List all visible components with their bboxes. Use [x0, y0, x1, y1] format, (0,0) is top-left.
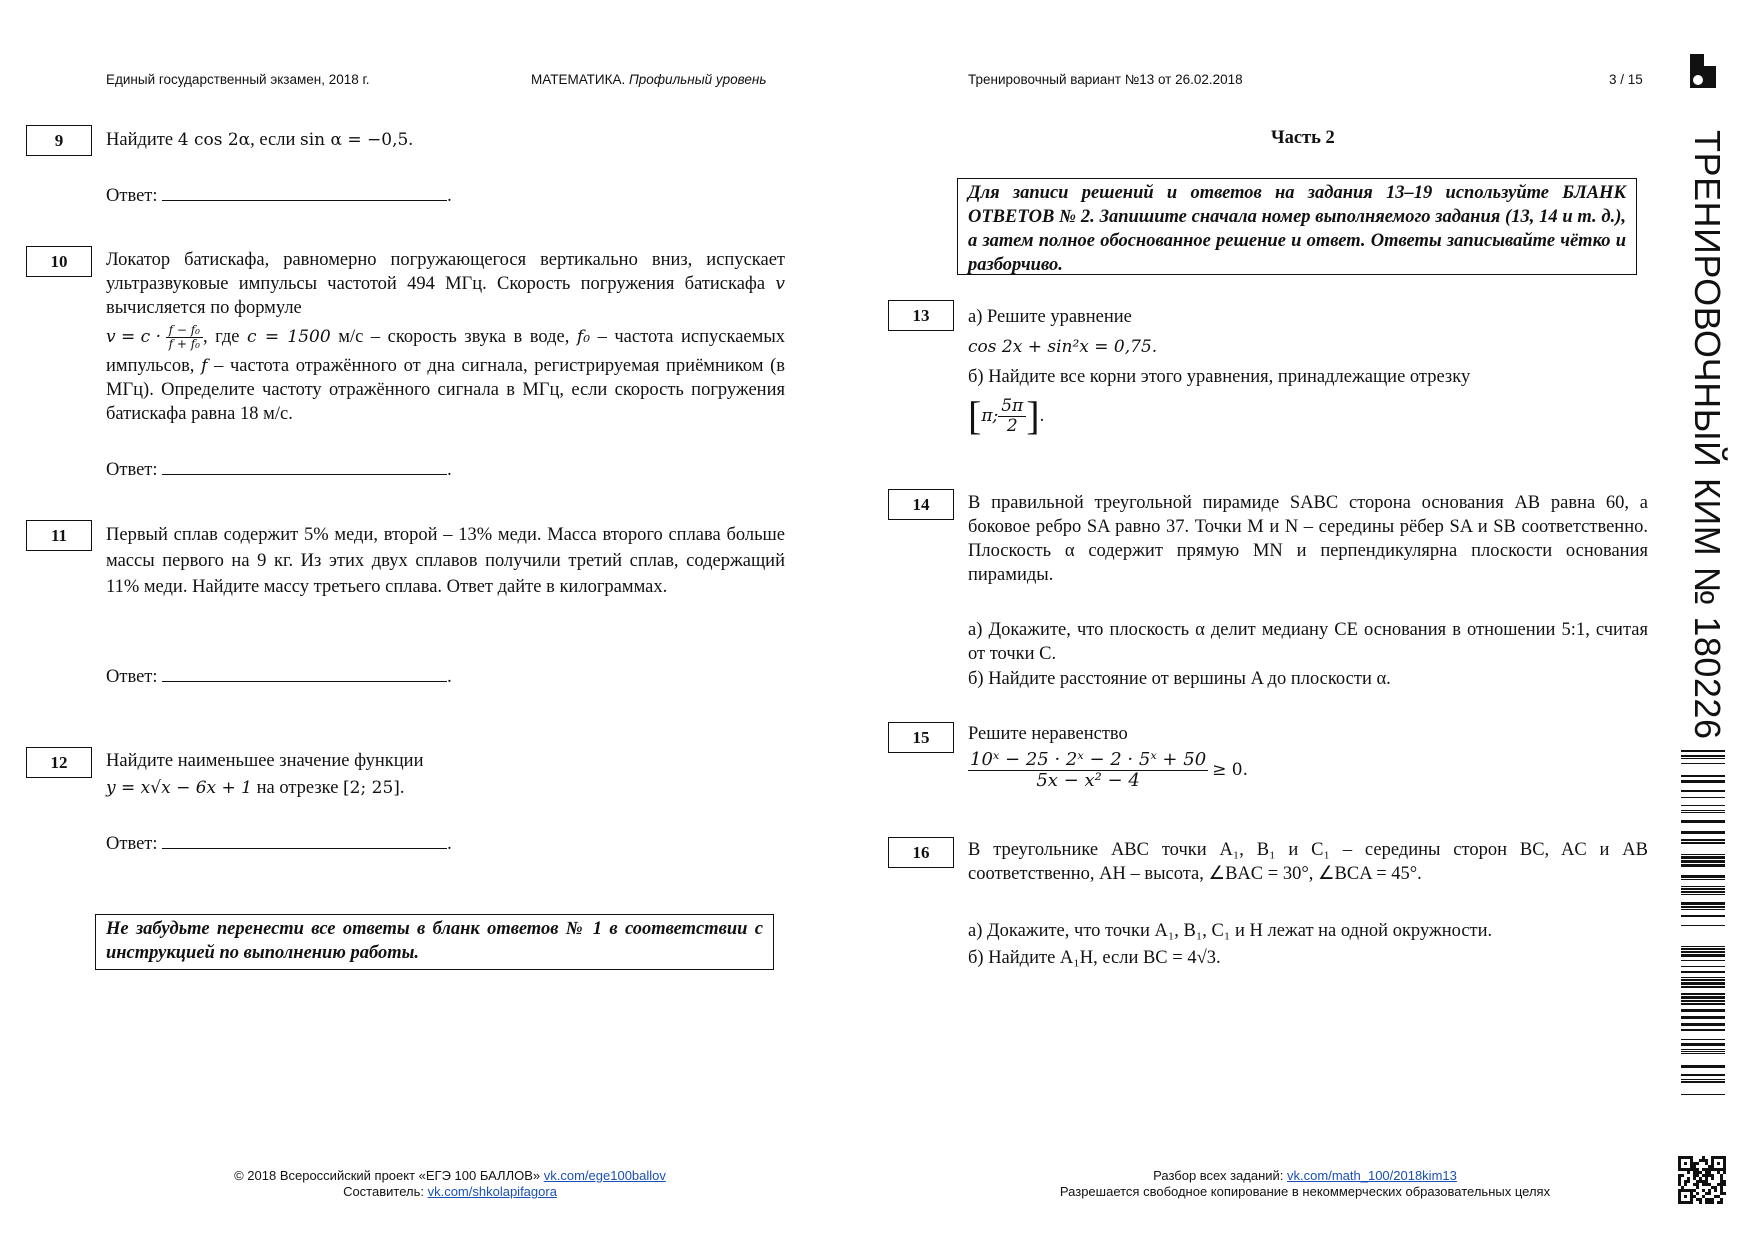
header-exam-title: Единый государственный экзамен, 2018 г.: [106, 72, 370, 87]
answer-blank-9[interactable]: [162, 182, 447, 201]
logo-icon: [1690, 54, 1716, 88]
task-12-text: Найдите наименьшее значение функции y = x√x − 6x + 1 на отрезке [2; 25].: [106, 751, 424, 798]
header-subject: [531, 72, 766, 87]
task-number-13: 13: [888, 300, 954, 331]
task-15-inequality: $\frac{\text{10ˣ − 25 · 2ˣ − 2 · 5ˣ + 50}}{\text{5x − x² − 4}}$ ≥ 0.: [970, 749, 1249, 791]
task-13-text: а) Решите уравнение cos 2x + sin²x = 0,75. б) Найдите все корни этого уравнения, принадлежащие отрезку [ π; $\frac{5\pi}{2}$ ] .: [968, 307, 1471, 438]
answer-blank-12[interactable]: [162, 830, 447, 849]
part2-title: Часть 2: [1271, 128, 1335, 148]
task-16-part-b: б) Найдите A₁H, если BC = 4√3.: [968, 948, 1221, 968]
answer-blank-11[interactable]: [162, 663, 447, 682]
task-10-answer: Ответ: .: [106, 456, 452, 482]
side-label: ТРЕНИРОВОЧНЫЙ КИМ № 180226: [1687, 130, 1728, 740]
reminder-box: Не забудьте перенести все ответы в бланк ответов № 1 в соответствии с инструкцией по выполнению работы.: [95, 914, 774, 970]
task-14-part-b: б) Найдите расстояние от вершины A до плоскости α.: [968, 669, 1391, 689]
footer-link-ege100[interactable]: vk.com/ege100ballov: [543, 1168, 666, 1183]
qr-code-image: [1678, 1156, 1726, 1204]
task-number-9: 9: [26, 125, 92, 156]
task-number-15: 15: [888, 722, 954, 753]
task-11-answer: Ответ: .: [106, 663, 452, 689]
task-10-text: Локатор батискафа, равномерно погружающегося вертикально вниз, испускает ультразвуковые импульсы частотой 494 МГц. Скорость погружения батискафа v вычисляется по формуле v = c · $\frac{\text{f − f₀}}{\text{f + f₀}}$ , где c = 1500 м/с – скорость звука в воде, f₀ – частота испускаемых импульсов, f – частота отражённого от дна сигнала, регистрируемая приёмником (в МГц). Определите частоту отражённого сигнала в МГц, если скорость погружения батискафа равна 18 м/с.: [106, 250, 786, 424]
footer-link-solutions[interactable]: vk.com/math_100/2018kim13: [1287, 1168, 1457, 1183]
header-variant: Тренировочный вариант №13 от 26.02.2018: [968, 72, 1243, 87]
task-15-line: Решите неравенство: [968, 724, 1128, 744]
answer-blank-10[interactable]: [162, 456, 447, 475]
barcode-image: [1681, 750, 1725, 1102]
task-16-text: В треугольнике ABC точки A₁, B₁ и C₁ – середины сторон BC, AC и AB соответственно, AH – высота, ∠BAC = 30°, ∠BCA = 45°.: [968, 840, 1648, 884]
header-subject-level: Профильный уровень: [628, 72, 767, 87]
task-number-16: 16: [888, 837, 954, 868]
task-16-part-a: а) Докажите, что точки A₁, B₁, C₁ и H лежат на одной окружности.: [968, 921, 1493, 941]
task-number-11: 11: [26, 520, 92, 551]
header-page-number: 3 / 15: [1609, 72, 1643, 87]
footer-left: © 2018 Всероссийский проект «ЕГЭ 100 БАЛЛОВ» vk.com/ege100ballov Составитель: vk.com/shkolapifagora: [234, 1168, 666, 1199]
task-9-text: Найдите 4 cos 2α, если sin α = −0,5.: [106, 130, 413, 150]
task-number-14: 14: [888, 489, 954, 520]
header-subject-name: МАТЕМАТИКА.: [531, 72, 626, 87]
task-9-answer: Ответ: .: [106, 182, 452, 208]
footer-right: Разбор всех заданий: vk.com/math_100/2018kim13 Разрешается свободное копирование в некоммерческих образовательных целях: [1059, 1168, 1551, 1199]
task-number-12: 12: [26, 747, 92, 778]
task-12-answer: Ответ: .: [106, 830, 452, 856]
footer-link-compiler[interactable]: vk.com/shkolapifagora: [427, 1184, 557, 1199]
task-11-text: Первый сплав содержит 5% меди, второй – 13% меди. Масса второго сплава больше массы первого на 9 кг. Из этих двух сплавов получили третий сплав, содержащий 11% меди. Найдите массу третьего сплава. Ответ дайте в килограммах.: [106, 525, 785, 597]
formula-fraction: $\frac{\text{f − f₀}}{\text{f + f₀}}$: [166, 324, 203, 351]
part2-instructions: Для записи решений и ответов на задания 13–19 используйте БЛАНК ОТВЕТОВ № 2. Запишите сначала номер выполняемого задания (13, 14 и т. д.), а затем полное обоснованное решение и ответ. Ответы записывайте чётко и разборчиво.: [957, 178, 1637, 275]
task-number-10: 10: [26, 246, 92, 277]
task-14-text: В правильной треугольной пирамиде SABC сторона основания AB равна 60, а боковое ребро SA равно 37. Точки M и N – середины рёбер SA и SB соответственно. Плоскость α содержит прямую MN и перпендикулярна плоскости основания пирамиды.: [968, 493, 1648, 585]
formula-lhs: v = c ·: [106, 327, 161, 347]
task-14-part-a: а) Докажите, что плоскость α делит медиану CE основания в отношении 5:1, считая от точки C.: [968, 620, 1648, 664]
task-13-segment: [ π; $\frac{5\pi}{2}$ ] .: [968, 393, 1045, 438]
